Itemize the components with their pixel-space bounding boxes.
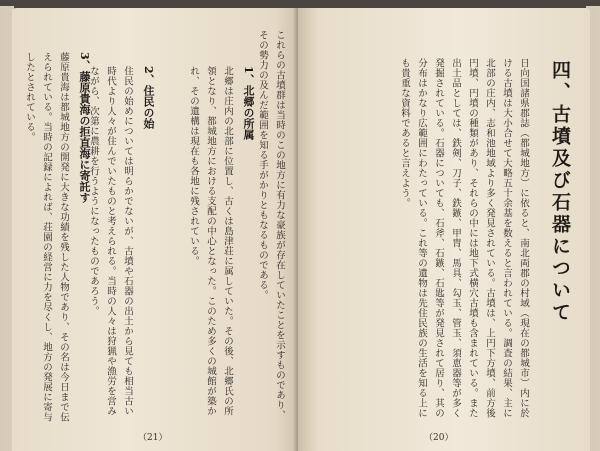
chapter-title: 四、古墳及び石器について [549,60,571,324]
right-page [298,8,590,451]
section-heading-hokugo: 1、北郷の所属 [242,66,255,140]
page-number-left: （21） [138,433,168,443]
page-number-right: （20） [424,433,454,443]
section-heading-jumin: 2、住民の始 [142,66,155,129]
section-body-jumin: 住民の始めについては明らかでないが、古墳や石器の出土から見ても相当古い時代より人々が住んでいたものと考えられる。当時の人々は狩猟や漁労を営みながら、次第に農耕を行うようになったものであろう。 [88,66,133,416]
section-body-hokugo: 北郷は庄内の北部に位置し、古くは島津荘に属していた。その後、北郷氏の所領となり、都城地方における支配の中心となった。このため多くの城館が築かれ、その遺構は現在も各地に残されている。 [188,66,233,416]
left-page-intro-text: これらの古墳群は当時のこの地方に有力な豪族が存在していたことを示すものであり、その勢力の及んだ範囲を知る手がかりともなるものである。 [257,30,285,420]
left-page [12,8,298,451]
section-heading-fujiwara: 3、藤原貴海の拒直海に寄託す [78,52,91,203]
chapter-body-text: 日向国諸県郡誌（都城地方）に依ると、南北両郡の村域（現在の都城市）内に於ける古墳は大小合せて大略五十余基を数えると言われている。調査の結果、主に北部の庄内、志和池地域より多く発見されている。古墳は、上円下方墳、前方後円墳、円墳の種類があり、それらの中には地下式横穴古墳も含まれている。また出土品としては、鉄剣、刀子、鉄鏃、甲冑、馬具、勾玉、管玉、須恵器等が多く発掘されている。石器についても、石斧、石鏃、石匙等が発見されて居り、其の分布はかなり広範囲にわたっている。これ等の遺物は先住民族の生活を知る上にも貴重な資料であると言えよう。 [399,58,529,418]
section-body-fujiwara: 藤原貴海は都城地方の開発に大きな功績を残した人物であり、その名は今日まで伝えられている。当時の記録によれば、荘園の経営に力を尽くし、地方の発展に寄与したとされている。 [24,52,69,422]
